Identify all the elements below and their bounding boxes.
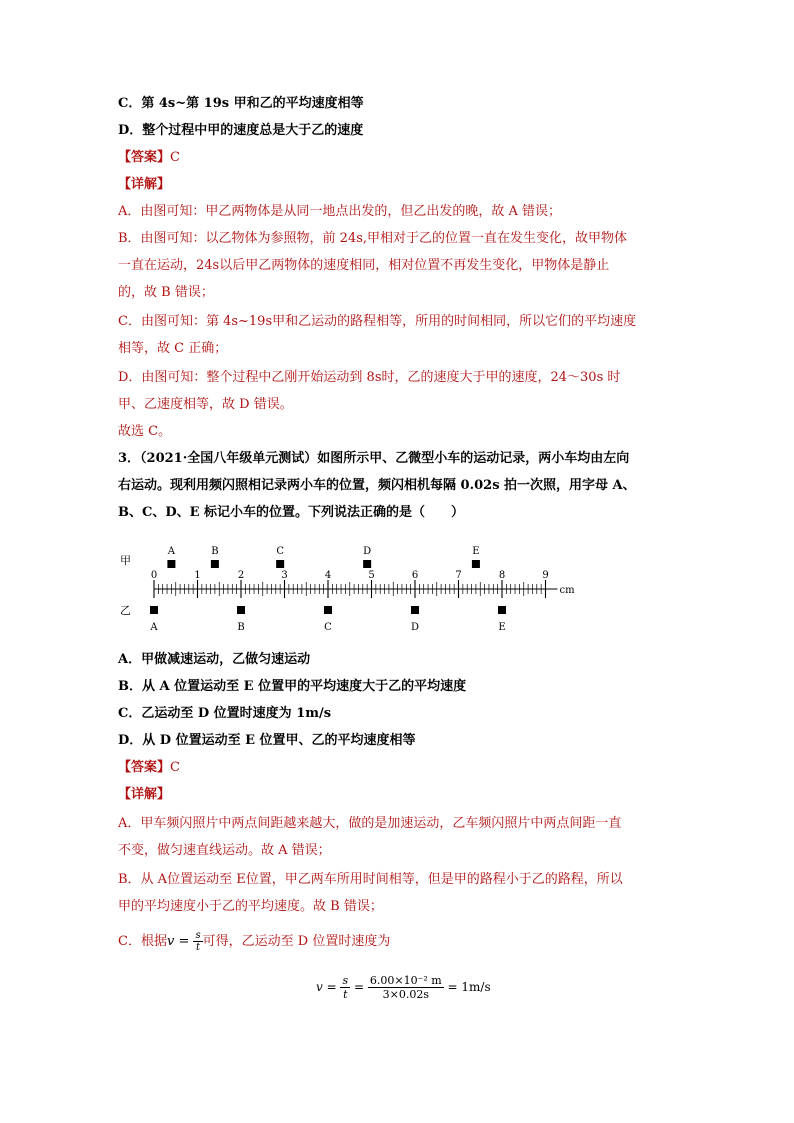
formula-distance: 6.00×10⁻² m — [369, 974, 442, 987]
inline-fraction — [193, 930, 202, 953]
jia-mark-label: C — [276, 546, 284, 557]
q2-option-c: C．第 4s~第 19s 甲和乙的平均速度相等 — [118, 96, 364, 111]
jia-mark-square — [363, 560, 371, 568]
jia-mark-label: B — [211, 546, 219, 557]
yi-marks — [149, 606, 506, 633]
ruler-tick-label: 0 — [150, 570, 158, 581]
answer-value: C — [170, 760, 180, 775]
formula-lhs: v = — [316, 980, 337, 994]
yi-mark-square — [498, 606, 506, 614]
q3-option-d: D．从 D 位置运动至 E 位置甲、乙的平均速度相等 — [118, 733, 416, 748]
q2-exp-c2: 相等，故 C 正确； — [118, 341, 228, 356]
q2-exp-d1: D．由图可知：整个过程中乙刚开始运动到 8s时，乙的速度大于甲的速度，24～30s 时 — [118, 370, 621, 385]
q3-explain-tag: 【详解】 — [118, 787, 171, 802]
q3-stem-2: 右运动。现利用频闪照相记录两小车的位置，频闪相机每隔 0.02s 拍一次照，用字母 A、 — [118, 478, 636, 493]
ruler-tick-label: 2 — [237, 570, 245, 581]
inline-den: t — [196, 942, 201, 953]
q2-option-d: D．整个过程中甲的速度总是大于乙的速度 — [118, 123, 364, 138]
ruler-tick-label: 4 — [324, 570, 332, 581]
formula-eq: = — [353, 980, 365, 994]
yi-mark-square — [411, 606, 419, 614]
q2-answer — [118, 148, 180, 168]
speed-formula — [316, 974, 491, 1001]
q3-exp-c — [118, 930, 390, 953]
formula-t: t — [343, 988, 348, 1001]
ruler-figure — [118, 538, 588, 638]
q2-exp-d2: 甲、乙速度相等，故 D 错误。 — [118, 397, 293, 412]
q2-exp-b1: B．由图可知：以乙物体为参照物，前 24s,甲相对于乙的位置一直在发生变化，故甲物体 — [118, 231, 628, 246]
jia-mark-square — [472, 560, 480, 568]
inline-num: s — [195, 930, 201, 941]
jia-mark-square — [276, 560, 284, 568]
q3-option-c: C．乙运动至 D 位置时速度为 1m/s — [118, 706, 332, 721]
q3-exp-a1: A．甲车频闪照片中两点间距越来越大，做的是加速运动，乙车频闪照片中两点间距一直 — [118, 816, 622, 831]
formula-fraction-st — [340, 974, 350, 1001]
ruler-tick-label: 5 — [368, 570, 375, 581]
formula-result: = 1m/s — [447, 980, 491, 994]
q2-exp-c1: C．由图可知：第 4s~19s甲和乙运动的路程相等，所用的时间相同，所以它们的平均速度 — [118, 314, 637, 329]
ruler-tick-label: 3 — [281, 570, 288, 581]
yi-mark-square — [237, 606, 245, 614]
ruler-tick-label: 9 — [542, 570, 549, 581]
jia-marks — [167, 546, 480, 568]
q2-exp-b3: 的，故 B 错误； — [118, 285, 214, 300]
q2-exp-a: A．由图可知：甲乙两物体是从同一地点出发的，但乙出发的晚，故 A 错误； — [118, 204, 562, 219]
yi-mark-label: E — [498, 622, 506, 633]
formula-time: 3×0.02s — [382, 988, 429, 1001]
ruler-unit-label: cm — [559, 585, 575, 596]
answer-value: C — [170, 150, 180, 165]
yi-mark-square — [324, 606, 332, 614]
formula-s: s — [342, 974, 349, 987]
q3-stem-3: B、C、D、E 标记小车的位置。下列说法正确的是（ ） — [118, 505, 465, 520]
ruler-tick-label: 1 — [194, 570, 201, 581]
exp-c-suffix: 可得，乙运动至 D 位置时速度为 — [202, 934, 391, 949]
ruler-tick-label: 6 — [411, 570, 419, 581]
yi-mark-square — [150, 606, 158, 614]
q3-answer — [118, 758, 180, 778]
yi-mark-label: B — [237, 622, 245, 633]
q2-explain-tag: 【详解】 — [118, 177, 171, 192]
q3-exp-b2: 甲的平均速度小于乙的平均速度。故 B 错误； — [118, 899, 383, 914]
q3-exp-b1: B．从 A位置运动至 E位置，甲乙两车所用时间相等，但是甲的路程小于乙的路程，所以 — [118, 872, 623, 887]
inline-v: v — [166, 934, 175, 949]
yi-mark-label: D — [410, 622, 420, 633]
inline-formula: v = $\frac{s}{t}$ — [166, 930, 201, 953]
jia-mark-label: D — [363, 546, 372, 557]
yi-mark-label: A — [150, 622, 158, 633]
q3-option-a: A．甲做减速运动，乙做匀速运动 — [118, 652, 311, 667]
yi-label: 乙 — [120, 604, 131, 617]
exp-c-prefix: C．根据 — [118, 934, 167, 949]
jia-mark-label: A — [167, 546, 176, 557]
q3-stem-1: 3．（2021·全国八年级单元测试）如图所示甲、乙微型小车的运动记录，两小车均由左向 — [118, 451, 630, 466]
formula-fraction-values — [368, 974, 444, 1001]
jia-label: 甲 — [120, 554, 131, 567]
jia-mark-label: E — [472, 546, 480, 557]
q3-option-b: B．从 A 位置运动至 E 位置甲的平均速度大于乙的平均速度 — [118, 679, 467, 694]
jia-mark-square — [211, 560, 219, 568]
q2-conclusion: 故选 C。 — [118, 424, 172, 439]
ruler-body — [151, 570, 575, 598]
answer-tag: 【答案】 — [118, 760, 171, 775]
q2-exp-b2: 一直在运动，24s以后甲乙两物体的速度相同，相对位置不再发生变化，甲物体是静止 — [118, 258, 610, 273]
q3-exp-a2: 不变，做匀速直线运动。故 A 错误； — [118, 843, 331, 858]
answer-tag: 【答案】 — [118, 150, 171, 165]
yi-mark-label: C — [324, 622, 332, 633]
jia-mark-square — [167, 560, 175, 568]
ruler-tick-label: 8 — [498, 570, 506, 581]
ruler-tick-label: 7 — [455, 570, 462, 581]
